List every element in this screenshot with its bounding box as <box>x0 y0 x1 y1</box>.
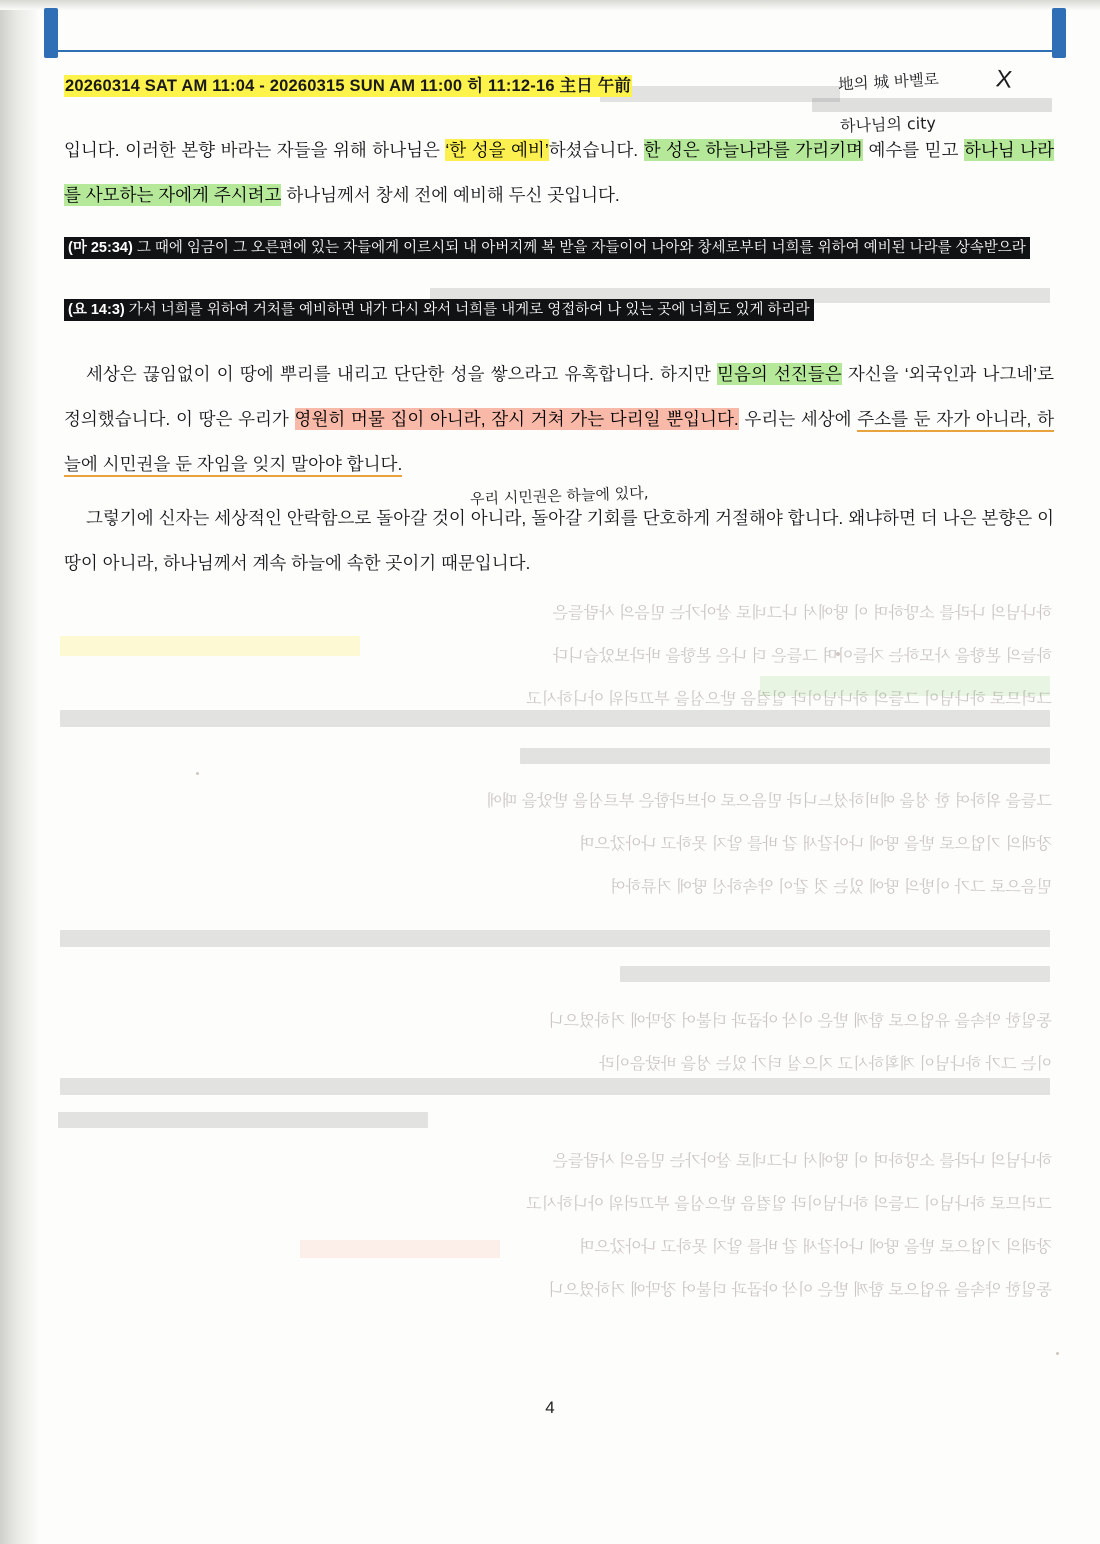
bleed-line: 그러므로 하나님이 그들의 하나님이라 일컬음 받으심을 부끄러워 아니하시고 <box>526 691 1052 708</box>
p2-seg-c: 자신을 ‘외국인과 나그네’로 정의했습니다. 이 땅은 우리가 <box>64 364 1054 429</box>
scripture-text: 가서 너희를 위하여 거처를 예비하면 내가 다시 와서 너희를 내게로 영접하여 나 있는 곳에 너희도 있게 하리라 <box>128 302 810 318</box>
bleed-through-bar <box>60 1078 1050 1095</box>
bleed-line: 이는 그가 하나님이 계획하시고 지으실 터가 있는 성을 바랐음이라 <box>599 1056 1052 1073</box>
bleed-line: 하늘의 본향을 사모하는 자들이며 그들은 더 나은 본향을 바라보았습니다 <box>552 648 1052 665</box>
p1-seg-c: 하셨습니다. <box>548 140 644 160</box>
bleed-line: 하나님의 나라를 소망하며 이 땅에서 나그네로 살아가는 믿음의 사람들은 <box>552 605 1052 622</box>
bleed-line: 동일한 약속을 유업으로 함께 받은 이삭 야곱과 더불어 장막에 거하였으니 <box>548 1013 1052 1030</box>
bleed-through-highlight <box>300 1240 500 1258</box>
bleed-through-paragraph <box>52 1000 1052 1086</box>
p1-highlight-green-1: 한 성은 하늘나라를 가리키며 <box>643 140 863 160</box>
bleed-through-paragraph <box>52 592 1052 721</box>
scripture-quote-john <box>64 296 1054 324</box>
bleed-line: 장래의 기업으로 받을 땅에 나아갈새 갈 바를 알지 못하고 나아갔으며 <box>579 1239 1052 1256</box>
bleed-through-bar <box>520 748 1050 764</box>
p1-seg-a: 입니다. 이러한 본향 바라는 자들을 위해 하나님은 <box>64 140 446 160</box>
bleed-line: 그들을 위하여 한 성을 예비하셨느니라 믿음으로 아브라함은 부르심을 받았을 때에 <box>486 793 1052 810</box>
paragraph-two <box>64 352 1054 489</box>
p2-underline-orange: 주소를 둔 자가 아니라, 하늘에 시민권을 둔 자임을 잊지 말아야 합니다. <box>64 409 1054 477</box>
bleed-through-paragraph <box>52 1140 1052 1312</box>
bleed-line: 동일한 약속을 유업으로 함께 받은 이삭 야곱과 더불어 장막에 거하였으니 <box>548 1282 1052 1299</box>
scripture-reference: (마 25:34) <box>68 240 133 256</box>
handwritten-note-citizenship: 우리 시민권은 하늘에 있다, <box>469 483 649 509</box>
scripture-quote-matthew <box>64 234 1054 262</box>
scan-speck <box>836 652 840 656</box>
document-header <box>64 72 764 96</box>
bleed-through-paragraph <box>52 780 1052 909</box>
bleed-through-highlight <box>60 636 360 656</box>
page-number: 4 <box>545 1398 555 1417</box>
p2-seg-e: 우리는 세상에 <box>738 409 858 429</box>
bleed-through-bar <box>60 710 1050 727</box>
p2-seg-a: 세상은 끊임없이 이 땅에 뿌리를 내리고 단단한 성을 쌓으라고 유혹합니다. 하지만 <box>86 364 718 384</box>
scan-edge-shadow <box>0 0 38 1544</box>
p2-highlight-pink: 영원히 머물 집이 아니라, 잠시 거쳐 가는 다리일 뿐입니다. <box>294 409 739 429</box>
bleed-line: 장래의 기업으로 받을 땅에 나아갈새 갈 바를 알지 못하고 나아갔으며 <box>579 836 1052 853</box>
p1-highlight-green-2: 하나님 나라를 사모하는 자에게 주시려고 <box>64 140 1054 205</box>
scripture-text: 그 때에 임금이 그 오른편에 있는 자들에게 이르시되 내 아버지께 복 받을 자들이어 나아와 창세로부터 너희를 위하여 예비된 나라를 상속받으라 <box>136 240 1026 256</box>
handwritten-x-mark-icon: X <box>994 65 1014 94</box>
p1-seg-e: 예수를 믿고 <box>862 140 964 160</box>
bleed-through-bar <box>620 966 1050 982</box>
handwritten-note-babel: 地의 城 바벨로 <box>837 70 940 94</box>
scan-speck <box>196 772 199 775</box>
scripture-reference: (요 14:3) <box>68 302 125 318</box>
header-datetime-text: 20260314 SAT AM 11:04 - 20260315 SUN AM 11:00 히 11:12-16 主日 午前 <box>65 77 632 95</box>
p2-highlight-green: 믿음의 선진들은 <box>717 364 842 384</box>
p1-highlight-yellow: ‘한 성을 예비’ <box>445 140 549 160</box>
bleed-line: 하나님의 나라를 소망하며 이 땅에서 나그네로 살아가는 믿음의 사람들은 <box>552 1153 1052 1170</box>
p3-text: 그렇기에 신자는 세상적인 안락함으로 돌아갈 것이 아니라, 돌아갈 기회를 단호하게 거절해야 합니다. 왜냐하면 더 나은 본향은 이 땅이 아니라, 하나님께서 계속 하늘에 속한 곳이기 때문입니다. <box>64 508 1054 573</box>
bleed-line: 그러므로 하나님이 그들의 하나님이라 일컬음 받으심을 부끄러워 아니하시고 <box>526 1196 1052 1213</box>
bleed-through-bar <box>60 930 1050 947</box>
p1-seg-g: 하나님께서 창세 전에 예비해 두신 곳입니다. <box>281 185 620 205</box>
scan-speck <box>1056 1352 1059 1355</box>
bleed-through-bar <box>58 1112 428 1128</box>
scan-edge-top-shadow <box>0 0 1100 10</box>
paragraph-three <box>64 496 1054 588</box>
header-rule-line <box>56 50 1056 52</box>
bleed-through-highlight <box>760 676 1050 696</box>
paragraph-one <box>64 128 1054 220</box>
handwritten-note-city: 하나님의 city <box>839 113 937 136</box>
bleed-line: 믿음으로 그가 이방의 땅에 있는 것 같이 약속하신 땅에 거류하여 <box>610 879 1052 896</box>
